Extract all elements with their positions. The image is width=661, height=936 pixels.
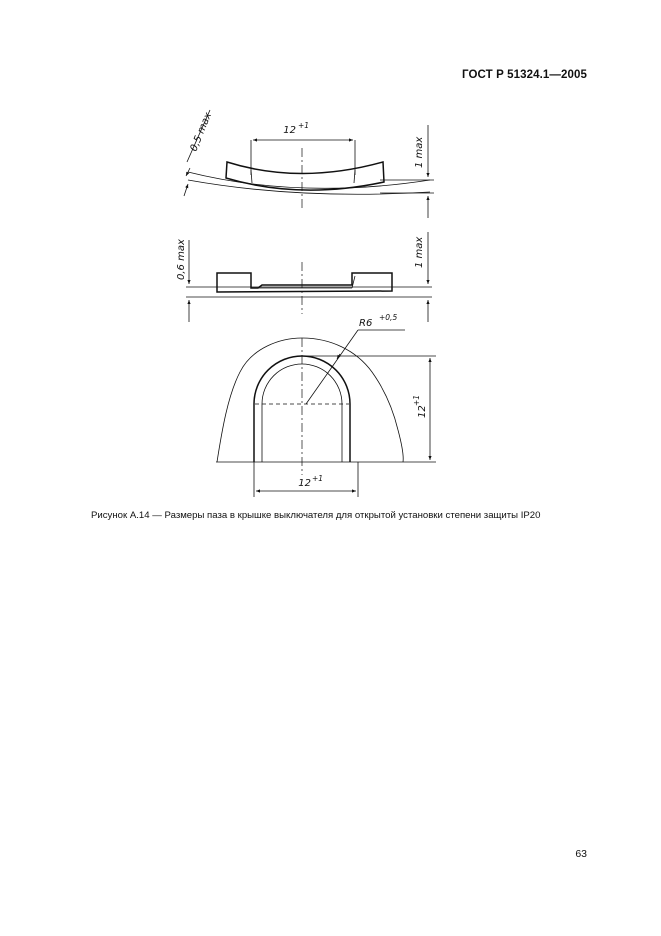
front-width-tol: +1 — [312, 474, 324, 483]
radius-dim: R6 — [359, 318, 373, 329]
figure-caption: Рисунок А.14 — Размеры паза в крышке выключателя для открытой установки степени защиты IP20 — [91, 510, 541, 521]
radius-tol: +0,5 — [379, 313, 398, 322]
front-view — [216, 313, 436, 497]
front-height-tol: +1 — [412, 394, 421, 406]
side-depth-dim: 0,6 max — [176, 239, 187, 280]
top-depth-dim: 0,5 max — [188, 111, 215, 154]
side-height-dim: 1 max — [414, 236, 425, 268]
top-width-tol: +1 — [298, 121, 310, 130]
standard-header: ГОСТ Р 51324.1—2005 — [462, 69, 587, 81]
front-width-dim: 12 — [298, 478, 311, 489]
top-height-dim: 1 max — [414, 136, 425, 168]
page-number: 63 — [575, 848, 587, 860]
top-view — [184, 110, 434, 218]
top-width-dim: 12 — [283, 125, 296, 136]
side-view — [176, 232, 432, 322]
front-height-dim: 12 — [417, 405, 428, 418]
